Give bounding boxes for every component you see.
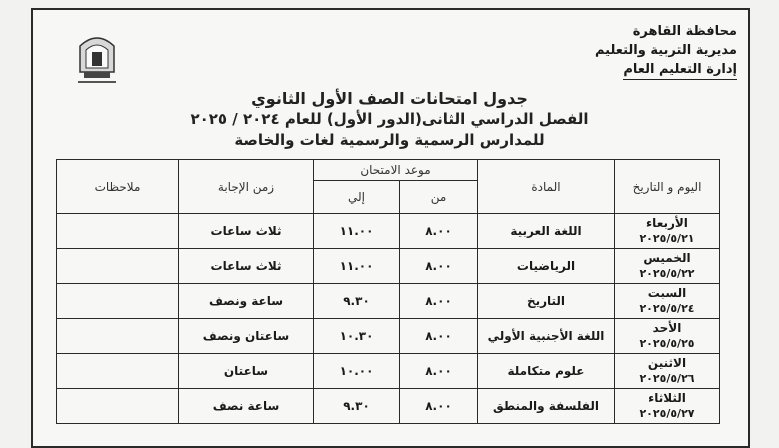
table-row	[57, 389, 720, 424]
day-name: الخميس	[643, 251, 691, 265]
to-cell: ١٠.٣٠	[314, 319, 400, 354]
title-line-3: للمدارس الرسمية والرسمية لغات والخاصة	[234, 131, 545, 149]
notes-cell	[57, 319, 179, 354]
header-to: إلي	[314, 181, 400, 214]
header-notes: ملاحظات	[57, 160, 179, 214]
to-cell: ١٠.٠٠	[314, 354, 400, 389]
exam-date: ٢٠٢٥/٥/٢٧	[639, 407, 695, 420]
title-line-1: جدول امتحانات الصف الأول الثانوي	[251, 89, 528, 108]
to-cell: ٩.٣٠	[314, 284, 400, 319]
header-exam-time: موعد الامتحان	[314, 160, 478, 181]
from-cell: ٨.٠٠	[400, 354, 478, 389]
exam-date: ٢٠٢٥/٥/٢١	[639, 232, 695, 245]
day-date-cell	[615, 354, 720, 389]
day-name: الاثنين	[647, 356, 687, 370]
table-row	[57, 319, 720, 354]
subject-cell: اللغة الأجنبية الأولي	[478, 319, 615, 354]
table-row	[57, 354, 720, 389]
duration-cell: ساعتان	[179, 354, 314, 389]
from-cell: ٨.٠٠	[400, 214, 478, 249]
duration-cell: ثلاث ساعات	[179, 249, 314, 284]
from-cell: ٨.٠٠	[400, 284, 478, 319]
from-cell: ٨.٠٠	[400, 389, 478, 424]
day-date-cell	[615, 389, 720, 424]
table-row	[57, 249, 720, 284]
subject-cell: علوم متكاملة	[478, 354, 615, 389]
issuer-header	[587, 22, 737, 80]
table-row	[57, 284, 720, 319]
title-line-2: الفصل الدراسي الثانى(الدور الأول) للعام ٢٠٢٤ / ٢٠٢٥	[190, 110, 589, 128]
header-subject: المادة	[478, 160, 615, 214]
notes-cell	[57, 214, 179, 249]
notes-cell	[57, 249, 179, 284]
directorate-line: مديرية التربية والتعليم	[594, 43, 737, 58]
day-date-cell	[615, 319, 720, 354]
exam-date: ٢٠٢٥/٥/٢٤	[639, 302, 695, 315]
from-cell: ٨.٠٠	[400, 319, 478, 354]
duration-cell: ساعتان ونصف	[179, 319, 314, 354]
duration-cell: ساعة نصف	[179, 389, 314, 424]
subject-cell: التاريخ	[478, 284, 615, 319]
header-from: من	[400, 181, 478, 214]
subject-cell: الرياضيات	[478, 249, 615, 284]
governorate-line: محافظة القاهرة	[632, 24, 737, 39]
day-date-cell	[615, 249, 720, 284]
to-cell: ٩.٣٠	[314, 389, 400, 424]
to-cell: ١١.٠٠	[314, 214, 400, 249]
from-cell: ٨.٠٠	[400, 249, 478, 284]
duration-cell: ساعة ونصف	[179, 284, 314, 319]
duration-cell: ثلاث ساعات	[179, 214, 314, 249]
exam-date: ٢٠٢٥/٥/٢٥	[639, 337, 695, 350]
day-name: الأربعاء	[646, 216, 688, 230]
day-name: الأحد	[652, 321, 682, 335]
exam-schedule-table	[56, 159, 720, 424]
subject-cell: اللغة العربية	[478, 214, 615, 249]
to-cell: ١١.٠٠	[314, 249, 400, 284]
ministry-logo-emblem	[70, 28, 124, 90]
exam-date: ٢٠٢٥/٥/٢٢	[639, 267, 695, 280]
exam-date: ٢٠٢٥/٥/٢٦	[639, 372, 695, 385]
notes-cell	[57, 389, 179, 424]
schedule-title	[160, 88, 619, 151]
administration-line: إدارة التعليم العام	[623, 60, 737, 80]
day-name: السبت	[647, 286, 687, 300]
subject-cell: الفلسفة والمنطق	[478, 389, 615, 424]
day-date-cell	[615, 284, 720, 319]
day-date-cell	[615, 214, 720, 249]
table-row	[57, 214, 720, 249]
header-day-date: اليوم و التاريخ	[615, 160, 720, 214]
header-duration: زمن الإجابة	[179, 160, 314, 214]
day-name: الثلاثاء	[648, 391, 686, 405]
notes-cell	[57, 354, 179, 389]
notes-cell	[57, 284, 179, 319]
